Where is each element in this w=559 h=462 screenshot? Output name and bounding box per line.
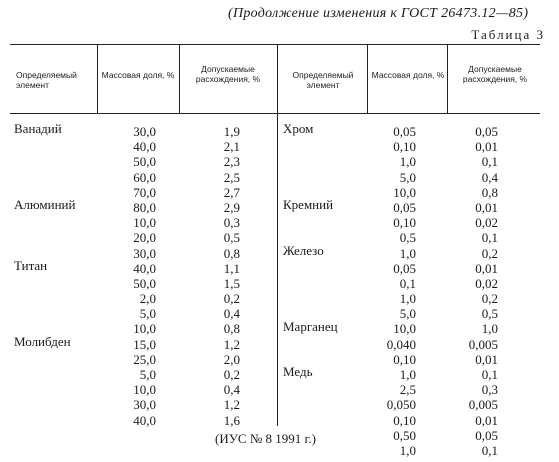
tolerance-cell: 2,9: [223, 199, 240, 215]
mass-fraction-cell: 1,0: [399, 291, 416, 307]
mass-fraction-cell: 0,10: [393, 215, 416, 231]
element-name: Ванадий: [14, 121, 62, 136]
mass-fraction-cell: 25,0: [133, 351, 156, 367]
mass-fraction-cell: 0,05: [393, 260, 416, 276]
tolerance-cell: 0,2: [223, 291, 240, 307]
tolerance-cell: 2,0: [223, 351, 240, 367]
mass-fraction-cell: 20,0: [133, 230, 156, 246]
mass-fraction-cell: 0,50: [393, 427, 416, 443]
tolerance-cell: 0,5: [481, 306, 498, 322]
element-name: Алюминий: [14, 197, 76, 212]
tolerance-cell: 1,2: [223, 336, 240, 352]
mass-fraction-cell: 0,05: [393, 199, 416, 215]
tolerance-cell: 0,1: [481, 442, 498, 458]
tolerance-cell: 0,02: [475, 275, 498, 291]
tolerance-cell: 0,01: [475, 260, 498, 276]
element-name: Кремний: [283, 197, 334, 212]
tolerance-cell: 1,9: [223, 124, 240, 139]
mass-fraction-cell: 40,0: [133, 260, 156, 276]
mass-fraction-cell: 0,10: [393, 412, 416, 428]
mass-fraction-cell: 0,1: [399, 275, 416, 291]
column-divider: [447, 44, 448, 113]
mass-fraction-cell: 1,0: [399, 367, 416, 382]
right-mass-column: [370, 124, 416, 458]
column-divider: [179, 44, 180, 113]
tolerance-cell: 0,2: [481, 245, 498, 261]
element-name: Хром: [283, 121, 314, 136]
tolerance-cell: 2,1: [223, 139, 240, 155]
mass-fraction-cell: 10,0: [393, 184, 416, 200]
tolerance-cell: 0,4: [223, 306, 240, 322]
column-divider: [367, 44, 368, 113]
tolerance-cell: 0,005: [468, 336, 498, 352]
mass-fraction-cell: 5,0: [399, 169, 416, 185]
tolerance-cell: 2,5: [223, 169, 240, 185]
left-tolerance-column: [182, 124, 240, 428]
mass-fraction-cell: 30,0: [133, 124, 156, 139]
mass-fraction-cell: 60,0: [133, 169, 156, 185]
header-mass-left: Массовая доля, %: [101, 70, 175, 80]
element-name: Медь: [283, 364, 313, 380]
tolerance-cell: 0,3: [481, 382, 498, 398]
element-name: Молибден: [14, 333, 71, 349]
tolerance-cell: 0,01: [475, 351, 498, 367]
mass-fraction-cell: 0,10: [393, 351, 416, 367]
tolerance-cell: 0,3: [223, 215, 240, 231]
table-top-rule: [10, 44, 540, 45]
tolerance-cell: 1,1: [223, 260, 240, 276]
tolerance-cell: 1,5: [223, 275, 240, 291]
tolerance-cell: 0,8: [223, 321, 240, 337]
header-tolerance-left: Допускаемые расхождения, %: [195, 64, 261, 84]
tolerance-cell: 0,1: [481, 230, 498, 246]
tolerance-cell: 0,02: [475, 215, 498, 231]
tolerance-cell: 0,8: [481, 184, 498, 200]
element-name: Титан: [14, 257, 48, 273]
tolerance-cell: 0,01: [475, 139, 498, 155]
mass-fraction-cell: 10,0: [133, 321, 156, 337]
tolerance-cell: 0,01: [475, 199, 498, 215]
element-name: Марганец: [283, 318, 338, 334]
mass-fraction-cell: 2,5: [399, 382, 416, 398]
tolerance-cell: 1,2: [223, 397, 240, 413]
tolerance-cell: 0,05: [475, 427, 498, 443]
mass-fraction-cell: 5,0: [139, 306, 156, 322]
mass-fraction-cell: 10,0: [133, 382, 156, 398]
tolerance-cell: 2,3: [223, 154, 240, 170]
element-name: Железо: [283, 242, 324, 258]
header-tolerance-right: Допускаемые расхождения, %: [462, 64, 528, 84]
mass-fraction-cell: 0,05: [393, 124, 416, 139]
center-divider: [277, 44, 278, 426]
tolerance-cell: 0,1: [481, 154, 498, 170]
mass-fraction-cell: 2,0: [139, 291, 156, 307]
tolerance-cell: 2,7: [223, 184, 240, 200]
mass-fraction-cell: 0,10: [393, 139, 416, 155]
mass-fraction-cell: 40,0: [133, 412, 156, 428]
tolerance-cell: 0,01: [475, 412, 498, 428]
mass-fraction-cell: 5,0: [139, 367, 156, 382]
tolerance-cell: 0,2: [223, 367, 240, 382]
mass-fraction-cell: 1,0: [399, 154, 416, 170]
mass-fraction-cell: 80,0: [133, 199, 156, 215]
tolerance-cell: 0,4: [223, 382, 240, 398]
footer-note: (ИУС № 8 1991 г.): [215, 431, 316, 446]
mass-fraction-cell: 15,0: [133, 336, 156, 352]
tolerance-cell: 0,5: [223, 230, 240, 246]
header-element-right: Определяемый элемент: [292, 70, 354, 90]
header-mass-right: Массовая доля, %: [371, 70, 445, 80]
mass-fraction-cell: 50,0: [133, 275, 156, 291]
tolerance-cell: 0,005: [468, 397, 498, 413]
mass-fraction-cell: 0,050: [386, 397, 416, 413]
mass-fraction-cell: 30,0: [133, 245, 156, 261]
tolerance-cell: 0,05: [475, 124, 498, 139]
tolerance-cell: 1,0: [481, 321, 498, 337]
left-mass-column: [100, 124, 156, 428]
mass-fraction-cell: 70,0: [133, 184, 156, 200]
mass-fraction-cell: 40,0: [133, 139, 156, 155]
right-tolerance-column: [452, 124, 498, 458]
header-element-left: Определяемый элемент: [16, 70, 77, 90]
tolerance-cell: 0,1: [481, 367, 498, 382]
mass-fraction-cell: 1,0: [399, 442, 416, 458]
tolerance-cell: 0,2: [481, 291, 498, 307]
mass-fraction-cell: 30,0: [133, 397, 156, 413]
tolerance-cell: 1,6: [223, 412, 240, 428]
tolerance-cell: 0,8: [223, 245, 240, 261]
continuation-header: (Продолжение изменения к ГОСТ 26473.12—85): [228, 6, 529, 21]
tolerance-cell: 0,4: [481, 169, 498, 185]
mass-fraction-cell: 5,0: [399, 306, 416, 322]
mass-fraction-cell: 50,0: [133, 154, 156, 170]
mass-fraction-cell: 1,0: [399, 245, 416, 261]
mass-fraction-cell: 10,0: [393, 321, 416, 337]
mass-fraction-cell: 10,0: [133, 215, 156, 231]
table-label: Таблица 3: [471, 27, 545, 42]
mass-fraction-cell: 0,040: [386, 336, 416, 352]
mass-fraction-cell: 0,5: [399, 230, 416, 246]
table-header-rule: [10, 113, 540, 114]
column-divider: [97, 44, 98, 113]
